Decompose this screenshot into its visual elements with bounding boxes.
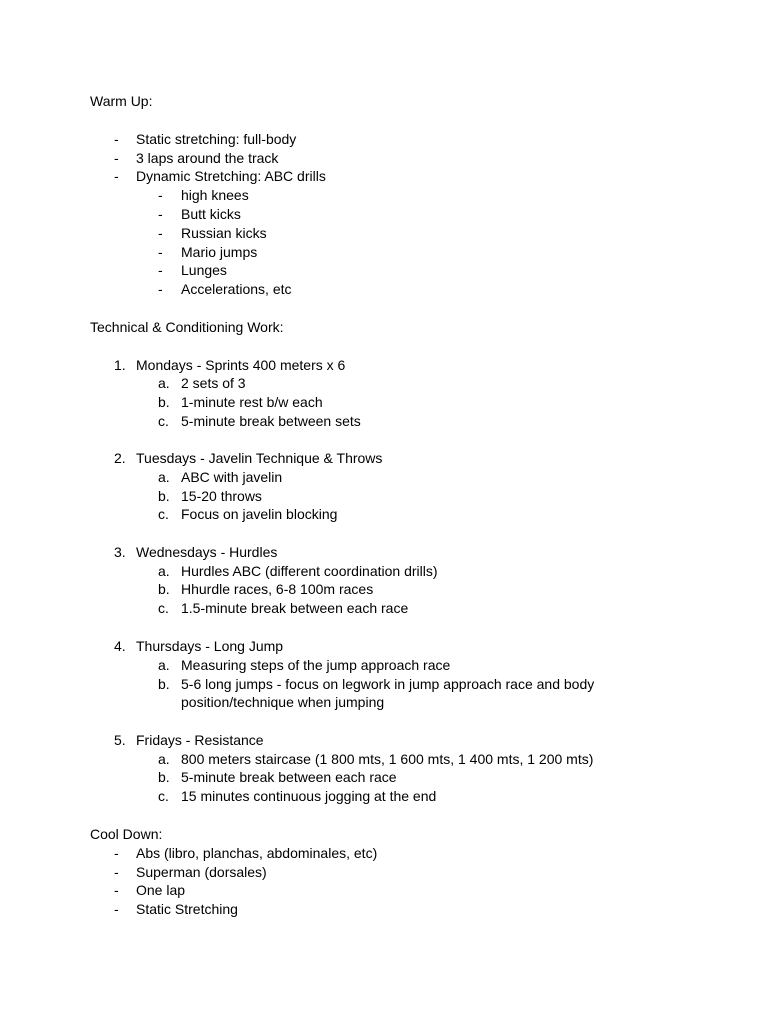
section-heading-cool-down: Cool Down: (90, 826, 163, 842)
list-marker: b. (158, 394, 170, 410)
list-item: 3 laps around the track (136, 150, 279, 166)
list-marker: b. (158, 488, 170, 504)
sub-list-item: Measuring steps of the jump approach race (181, 657, 451, 673)
sub-list-item: Accelerations, etc (181, 281, 292, 297)
list-marker: - (158, 281, 163, 297)
day-item: Fridays - Resistance (136, 732, 264, 748)
sub-list-item: 2 sets of 3 (181, 375, 246, 391)
sub-list-item: 15-20 throws (181, 488, 262, 504)
list-marker: 3. (114, 544, 126, 560)
day-item: Thursdays - Long Jump (136, 638, 284, 654)
day-item: Tuesdays - Javelin Technique & Throws (136, 450, 383, 466)
sub-list-item: Focus on javelin blocking (181, 506, 338, 522)
list-marker: 5. (114, 732, 126, 748)
sub-list-item: Hhurdle races, 6-8 100m races (181, 581, 374, 597)
day-item: Wednesdays - Hurdles (136, 544, 278, 560)
list-marker: - (114, 882, 119, 898)
list-item: Static stretching: full-body (136, 131, 297, 147)
list-marker: a. (158, 657, 170, 673)
list-marker: b. (158, 769, 170, 785)
list-marker: b. (158, 676, 170, 692)
list-marker: - (114, 168, 119, 184)
list-marker: - (158, 187, 163, 203)
sub-list-item: 800 meters staircase (1 800 mts, 1 600 mts, 1 400 mts, 1 200 mts) (181, 751, 594, 767)
sub-list-item: Mario jumps (181, 244, 258, 260)
list-item: One lap (136, 882, 186, 898)
list-marker: 2. (114, 450, 126, 466)
sub-list-item: 15 minutes continuous jogging at the end (181, 788, 437, 804)
list-marker: a. (158, 375, 170, 391)
list-marker: c. (158, 788, 169, 804)
list-marker: - (114, 845, 119, 861)
list-item: Dynamic Stretching: ABC drills (136, 168, 326, 184)
sub-list-item: high knees (181, 187, 249, 203)
list-marker: - (114, 131, 119, 147)
list-marker: - (158, 206, 163, 222)
sub-list-item: 5-6 long jumps - focus on legwork in jump approach race and body (181, 676, 595, 692)
sub-list-item-continuation: position/technique when jumping (181, 694, 385, 710)
list-item: Static Stretching (136, 901, 238, 917)
list-marker: - (158, 262, 163, 278)
sub-list-item: Butt kicks (181, 206, 241, 222)
list-marker: - (114, 864, 119, 880)
list-marker: c. (158, 600, 169, 616)
list-marker: - (158, 244, 163, 260)
sub-list-item: 1-minute rest b/w each (181, 394, 323, 410)
sub-list-item: 1.5-minute break between each race (181, 600, 409, 616)
list-item: Superman (dorsales) (136, 864, 267, 880)
list-marker: 4. (114, 638, 126, 654)
sub-list-item: Hurdles ABC (different coordination drills) (181, 563, 438, 579)
sub-list-item: 5-minute break between sets (181, 413, 361, 429)
list-item: Abs (libro, planchas, abdominales, etc) (136, 845, 378, 861)
list-marker: - (114, 901, 119, 917)
section-heading-warm-up: Warm Up: (90, 93, 153, 109)
list-marker: - (114, 150, 119, 166)
sub-list-item: Russian kicks (181, 225, 267, 241)
list-marker: a. (158, 563, 170, 579)
day-item: Mondays - Sprints 400 meters x 6 (136, 357, 346, 373)
section-heading-technical: Technical & Conditioning Work: (90, 319, 284, 335)
list-marker: c. (158, 413, 169, 429)
list-marker: a. (158, 751, 170, 767)
list-marker: - (158, 225, 163, 241)
sub-list-item: 5-minute break between each race (181, 769, 397, 785)
sub-list-item: Lunges (181, 262, 227, 278)
list-marker: 1. (114, 357, 126, 373)
list-marker: c. (158, 506, 169, 522)
list-marker: b. (158, 581, 170, 597)
sub-list-item: ABC with javelin (181, 469, 283, 485)
list-marker: a. (158, 469, 170, 485)
